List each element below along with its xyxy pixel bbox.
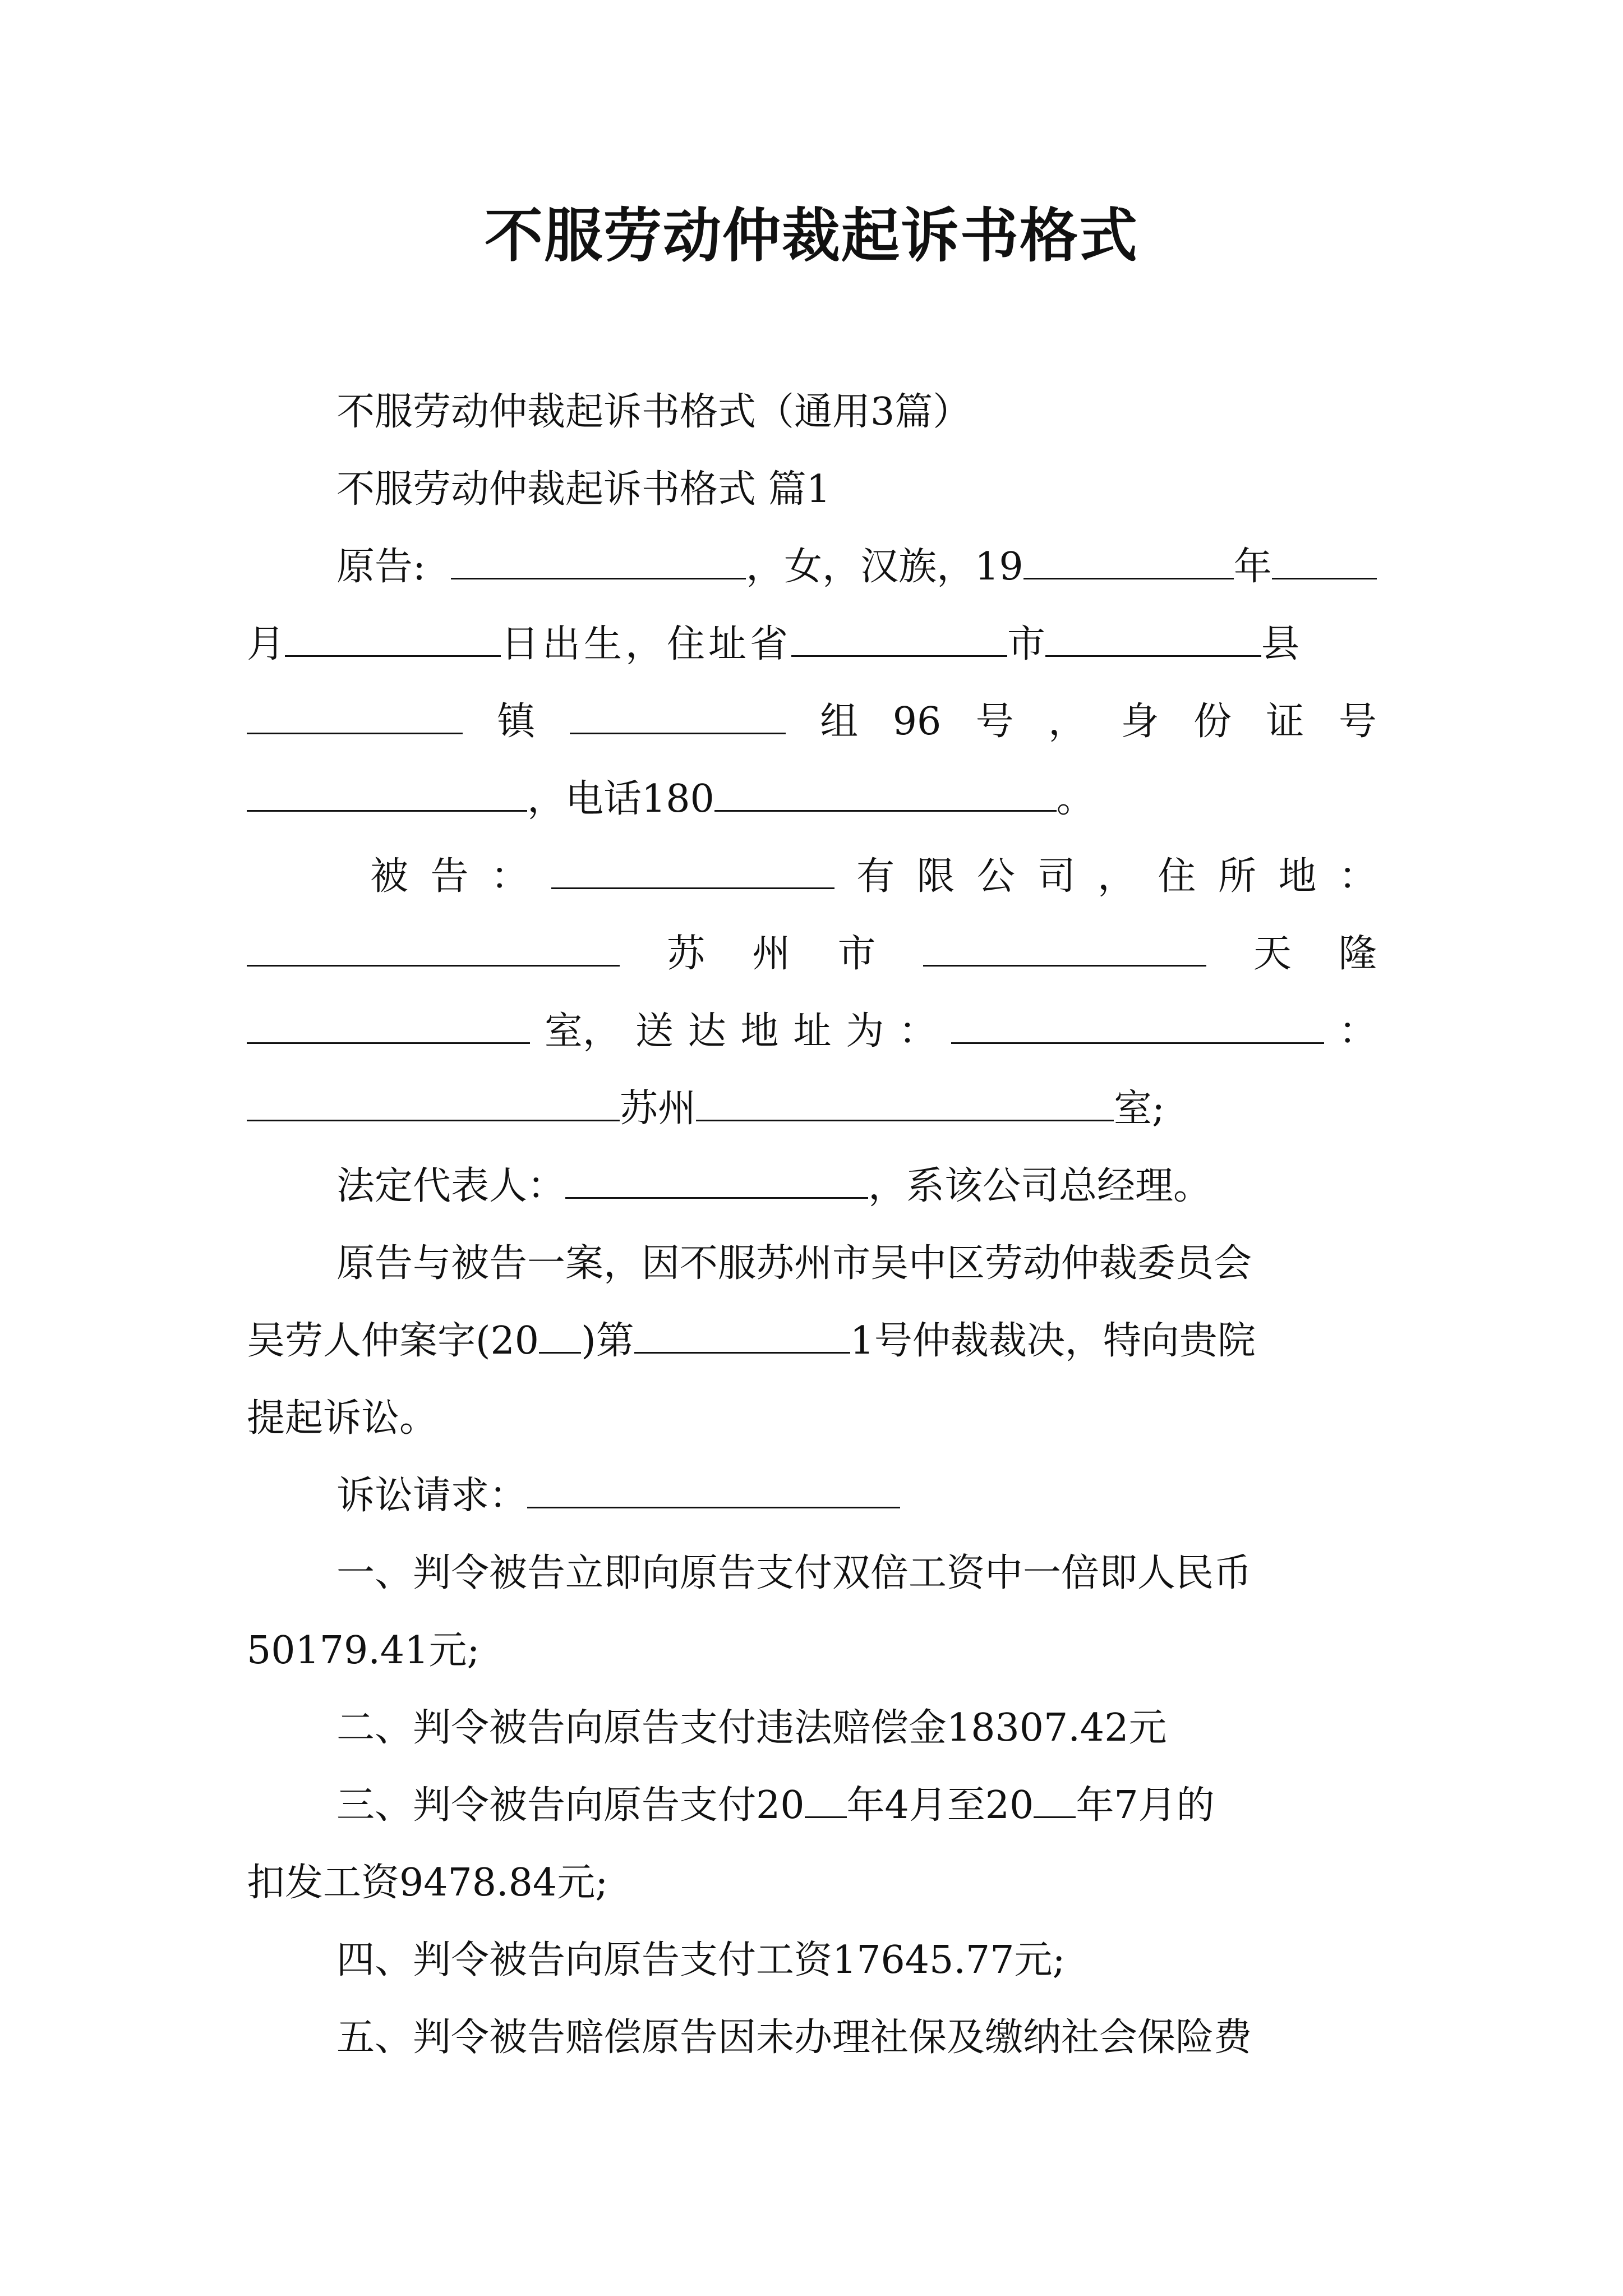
defendant-line-4 — [247, 1084, 1377, 1134]
phone-blank — [714, 777, 1057, 812]
company-char: 所 — [1218, 854, 1256, 899]
service-address-blank — [951, 1010, 1324, 1044]
year-blank — [805, 1784, 847, 1818]
name-blank — [451, 545, 746, 579]
company-char: ： — [1338, 854, 1377, 899]
service-blank-3 — [696, 1087, 1114, 1121]
section-heading: 不服劳动仲裁起诉书格式 篇1 — [336, 467, 831, 512]
group-number: 96 — [892, 700, 942, 744]
address-char: 隆 — [1338, 932, 1377, 976]
plaintiff-label: 原告: — [336, 545, 426, 589]
suzhou-label: 苏州 — [620, 1087, 697, 1131]
plaintiff-line-2 — [247, 619, 1377, 670]
defendant-line-3 — [247, 1006, 1377, 1057]
company-blank — [551, 855, 834, 889]
id-char: ， — [1048, 700, 1087, 744]
plaintiff-gender: ，女，汉族，19 — [746, 545, 1023, 589]
address-char: 天 — [1253, 932, 1292, 976]
subtitle: 不服劳动仲裁起诉书格式（通用3篇） — [336, 390, 971, 434]
address-blank-2 — [923, 932, 1206, 967]
town-label: 镇 — [497, 700, 536, 744]
claim-item-5: 五、判令被告赔偿原告因未办理社保及缴纳社会保险费 — [336, 2016, 1252, 2060]
service-char: 为 — [846, 1009, 884, 1053]
claims-blank — [527, 1474, 900, 1508]
service-char: ： — [898, 1009, 937, 1053]
defendant-line-1 — [370, 852, 1377, 902]
plaintiff-line-1 — [336, 542, 1377, 592]
defendant-char: ： — [491, 854, 529, 899]
phone-label: ，电话180 — [527, 777, 714, 821]
case-line-1: 原告与被告一案，因不服苏州市吴中区劳动仲裁委员会 — [336, 1241, 1252, 1286]
legal-rep-text: ，系该公司总经理。 — [868, 1164, 1212, 1208]
case-number-mid: )第 — [581, 1319, 634, 1363]
birth-year-blank — [1023, 545, 1234, 579]
claims-label: 诉讼请求： — [336, 1474, 528, 1518]
service-char: 址 — [793, 1009, 832, 1053]
company-char: ， — [1097, 854, 1136, 899]
plaintiff-line-3 — [247, 697, 1377, 747]
defendant-char: 被 — [370, 854, 409, 899]
claim-item-4: 四、判令被告向原告支付工资17645.77元; — [336, 1938, 1066, 1982]
document-title: 不服劳动仲裁起诉书格式 — [484, 201, 1138, 270]
claims-label-line — [336, 1471, 1377, 1521]
id-char: 份 — [1193, 700, 1232, 744]
company-char: 有 — [856, 854, 895, 899]
defendant-char: 告 — [430, 854, 469, 899]
legal-rep-label: 法定代表人： — [336, 1164, 566, 1208]
address-char: 苏 — [667, 932, 706, 976]
claim-item-3 — [336, 1780, 1377, 1831]
year-label: 年 — [1233, 545, 1272, 589]
claim-item-3-part: 年4月至20 — [846, 1783, 1034, 1828]
case-line-2 — [247, 1316, 1377, 1366]
service-char: 地 — [740, 1009, 779, 1053]
service-blank-2 — [247, 1087, 620, 1121]
defendant-line-2 — [247, 929, 1377, 979]
city-blank — [1045, 623, 1261, 657]
legal-rep-blank — [565, 1165, 868, 1199]
address-char: 州 — [752, 932, 791, 976]
town-blank — [570, 700, 786, 734]
group-label: 组 — [820, 700, 859, 744]
number-label: 号 — [975, 700, 1014, 744]
service-char: 达 — [688, 1009, 726, 1053]
province-blank — [791, 623, 1007, 657]
room-blank — [247, 1010, 530, 1044]
case-line-3: 提起诉讼。 — [247, 1396, 438, 1441]
plaintiff-line-4 — [247, 774, 1377, 825]
claim-item-1-cont: 50179.41元; — [247, 1628, 480, 1673]
service-colon: ： — [1338, 1009, 1377, 1053]
room-label: 室， — [544, 1009, 621, 1053]
company-char: 住 — [1158, 854, 1196, 899]
company-char: 限 — [916, 854, 955, 899]
case-year-blank — [539, 1319, 581, 1354]
claim-item-3-part: 年7月的 — [1076, 1783, 1215, 1828]
id-char: 号 — [1338, 700, 1377, 744]
id-char: 身 — [1121, 700, 1159, 744]
service-char: 送 — [635, 1009, 674, 1053]
id-char: 证 — [1266, 700, 1304, 744]
company-char: 地 — [1278, 854, 1317, 899]
case-number-blank — [634, 1319, 850, 1354]
id-number-blank — [247, 777, 527, 812]
county-blank — [247, 700, 463, 734]
claim-item-3-cont: 扣发工资9478.84元; — [247, 1861, 608, 1905]
company-char: 司 — [1037, 854, 1076, 899]
claim-item-3-part: 三、判令被告向原告支付20 — [336, 1783, 805, 1828]
address-char: 市 — [837, 932, 876, 976]
claim-item-2: 二、判令被告向原告支付违法赔偿金18307.42元 — [336, 1706, 1167, 1750]
birth-day-blank — [285, 623, 501, 657]
legal-rep-line — [336, 1161, 1377, 1212]
birth-month-blank — [1272, 545, 1377, 579]
plaintiff-end: 。 — [1056, 777, 1095, 821]
city-label: 市 — [1007, 622, 1046, 666]
company-char: 公 — [976, 854, 1015, 899]
case-number-suffix: 1号仲裁裁决，特向贵院 — [850, 1319, 1256, 1363]
born-text: 日出生，住址省 — [501, 622, 792, 666]
claim-item-1: 一、判令被告立即向原告支付双倍工资中一倍即人民币 — [336, 1551, 1252, 1595]
county-label: 县 — [1261, 622, 1300, 666]
room-end: 室; — [1114, 1087, 1165, 1131]
address-blank-1 — [247, 932, 620, 967]
year-blank — [1034, 1784, 1076, 1818]
case-number-prefix: 吴劳人仲案字(20 — [247, 1319, 540, 1363]
month-label: 月 — [247, 622, 285, 666]
